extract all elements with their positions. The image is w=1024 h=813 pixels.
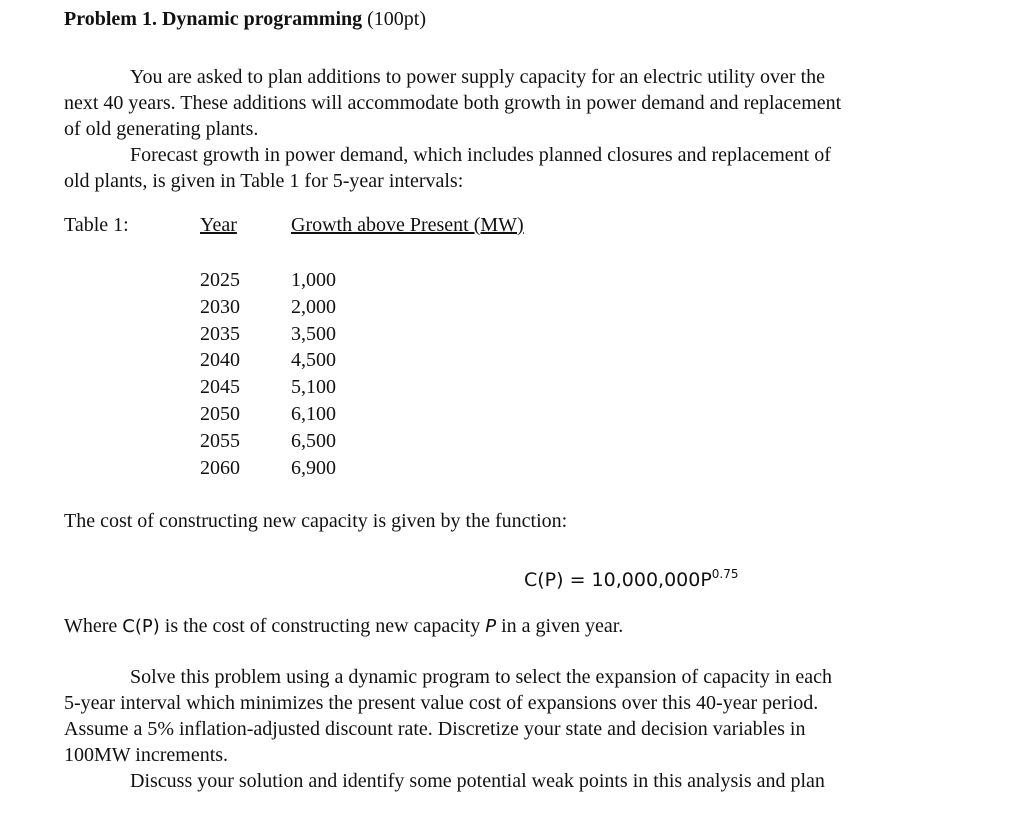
where-sentence [64, 613, 623, 640]
solve-line-3: Assume a 5% inflation-adjusted discount rate. Discretize your state and decision variables in [64, 718, 806, 740]
table-label: Table 1: [64, 214, 129, 236]
growth-cell: 6,100 [291, 402, 336, 425]
document-page [64, 6, 964, 194]
cost-intro-text: The cost of constructing new capacity is given by the function: [64, 510, 568, 532]
intro-paragraph [64, 64, 964, 142]
growth-cell: 6,900 [291, 456, 336, 479]
table-row [200, 267, 500, 294]
growth-cell: 2,000 [291, 295, 336, 318]
intro-line-3: of old generating plants. [64, 118, 259, 140]
where-text-3: in a given year. [496, 615, 624, 637]
formula-exponent: 0.75 [711, 567, 739, 581]
solve-line-1: Solve this problem using a dynamic program to select the expansion of capacity in each [130, 666, 833, 688]
solve-paragraph [64, 664, 944, 794]
table-row [200, 428, 500, 455]
table-row [200, 401, 500, 428]
table-row [200, 321, 500, 348]
forecast-line-1: Forecast growth in power demand, which includes planned closures and replacement of [130, 144, 831, 166]
forecast-paragraph [64, 142, 964, 194]
solve-line-4: 100MW increments. [64, 744, 229, 766]
where-text-1: Where [64, 615, 123, 637]
growth-cell: 4,500 [291, 349, 336, 372]
growth-cell: 5,100 [291, 376, 336, 399]
column-header-year: Year [200, 214, 237, 236]
intro-line-1: You are asked to plan additions to power supply capacity for an electric utility over the [130, 66, 825, 88]
where-text-2: is the cost of constructing new capacity [159, 615, 486, 637]
year-cell: 2030 [200, 295, 240, 318]
table-row [200, 347, 500, 374]
table-rows [200, 267, 500, 481]
problem-title [64, 6, 964, 36]
growth-cell: 3,500 [291, 322, 336, 345]
where-p: P [485, 616, 497, 637]
table-row [200, 455, 500, 482]
growth-cell: 1,000 [291, 269, 336, 291]
discuss-line: Discuss your solution and identify some potential weak points in this analysis and plan [130, 770, 825, 792]
year-cell: 2050 [200, 402, 240, 425]
year-cell: 2045 [200, 376, 240, 399]
intro-line-2: next 40 years. These additions will accommodate both growth in power demand and replacement [64, 92, 842, 114]
table-row [200, 374, 500, 401]
table-row [200, 294, 500, 321]
year-cell: 2025 [200, 269, 240, 291]
solve-line-2: 5-year interval which minimizes the present value cost of expansions over this 40-year period. [64, 692, 819, 714]
cost-formula [524, 561, 739, 593]
year-cell: 2060 [200, 456, 240, 479]
forecast-line-2: old plants, is given in Table 1 for 5-year intervals: [64, 170, 464, 192]
where-cp: C(P) [122, 616, 160, 637]
year-cell: 2040 [200, 349, 240, 372]
column-header-growth: Growth above Present (MW) [291, 214, 524, 236]
year-cell: 2035 [200, 322, 240, 345]
year-cell: 2055 [200, 429, 240, 452]
growth-cell: 6,500 [291, 429, 336, 452]
problem-points: (100pt) [362, 8, 427, 30]
problem-title-text: Problem 1. Dynamic programming [64, 8, 363, 30]
formula-expression: C(P) = 10,000,000P [524, 569, 712, 591]
